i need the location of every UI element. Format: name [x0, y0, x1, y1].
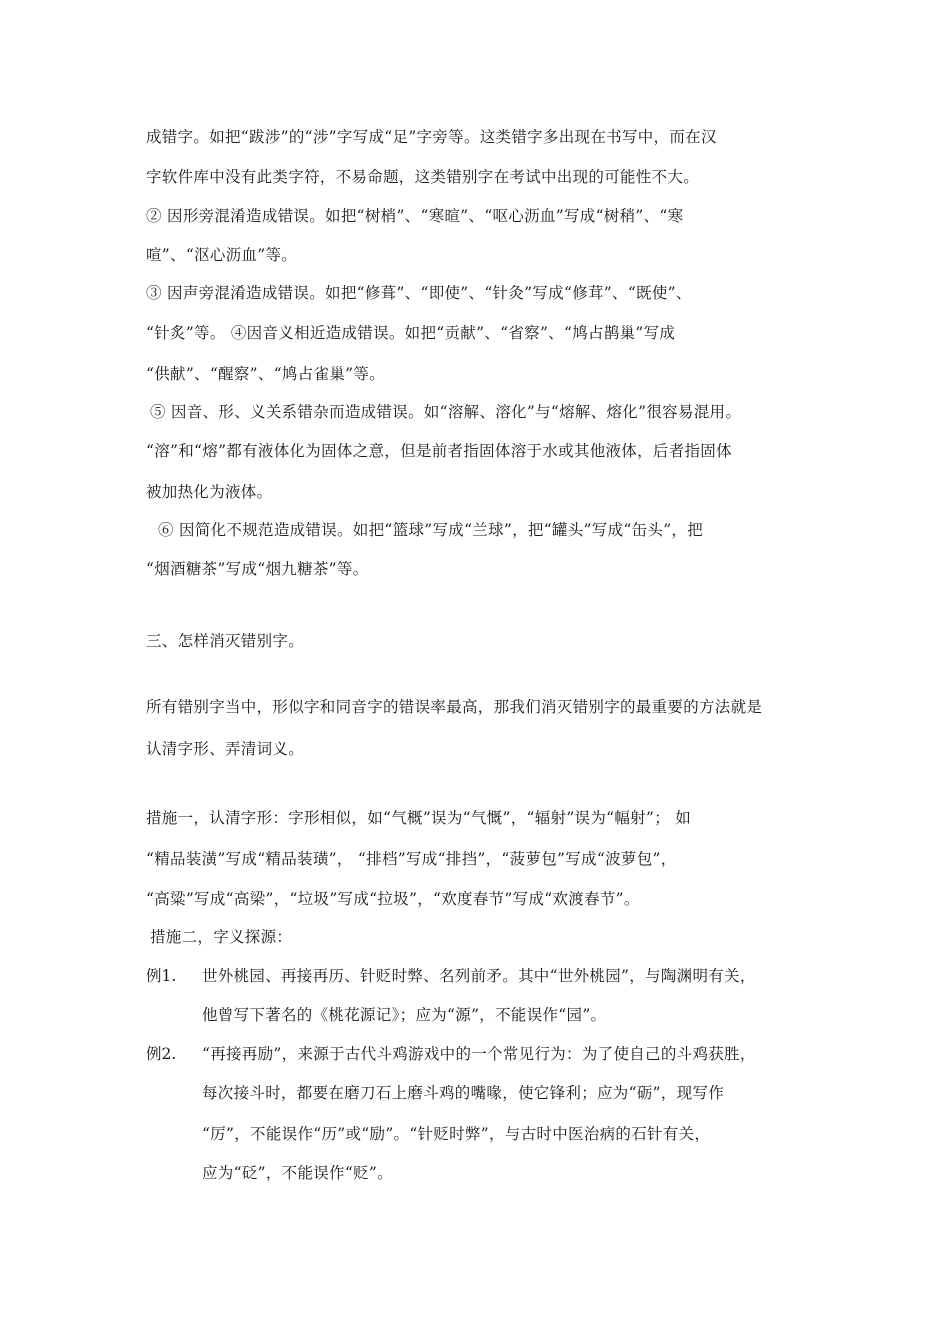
list-item-5-line: “溶”和“熔”都有液体化为固体之意，但是前者指固体溶于水或其他液体，后者指固体 [146, 442, 732, 460]
example-2-line: 每次接斗时，都要在磨刀石上磨斗鸡的嘴喙，使它锋利；应为“砺”，现写作 [202, 1084, 725, 1102]
list-item-2-line: ② 因形旁混淆造成错误。如把“树梢”、“寒暄”、“呕心沥血”写成“树稍”、“寒 [146, 207, 684, 225]
paragraph-line: 成错字。如把“跋涉”的“涉”字写成“足”字旁等。这类错字多出现在书写中，而在汉 [146, 128, 717, 146]
example-2-line: 应为“砭”，不能误作“贬”。 [202, 1164, 393, 1182]
example-2-line: “再接再励”，来源于古代斗鸡游戏中的一个常见行为：为了使自己的斗鸡获胜， [202, 1045, 756, 1063]
list-item-5-line: ⑤ 因音、形、义关系错杂而造成错误。如“溶解、溶化”与“熔解、熔化”很容易混用。 [150, 403, 742, 421]
intro-line: 所有错别字当中，形似字和同音字的错误率最高，那我们消灭错别字的最重要的方法就是 [146, 698, 763, 716]
list-item-3-line: ③ 因声旁混淆造成错误。如把“修葺”、“即使”、“针灸”写成“修茸”、“既使”、 [146, 284, 692, 302]
measure-2-title: 措施二，字义探源： [150, 928, 293, 946]
measure-1-line: “精品装潢”写成“精品装璜”， “排档”写成“排挡”，“菠萝包”写成“波萝包”， [146, 850, 677, 868]
list-item-6-line: “烟酒糖茶”写成“烟九糖茶”等。 [146, 560, 369, 578]
section-heading: 三、怎样消灭错别字。 [146, 632, 305, 650]
measure-1-line: 措施一，认清字形：字形相似，如“气概”误为“气慨”，“辐射”误为“幅射”； 如 [146, 809, 692, 827]
example-2-line: “厉”，不能误作“历”或“励”。“针贬时弊”，与古时中医治病的石针有关， [202, 1125, 711, 1143]
example-1-number: 例1. [146, 967, 177, 985]
example-2-number: 例2. [146, 1045, 177, 1063]
list-item-6-line: ⑥ 因简化不规范造成错误。如把“篮球”写成“兰球”，把“罐头”写成“缶头”，把 [158, 521, 704, 539]
list-item-3-line: “供献”、“醒察”、“鸠占雀巢”等。 [146, 365, 385, 383]
intro-line: 认清字形、弄清词义。 [146, 740, 305, 758]
example-1-line: 他曾写下著名的《桃花源记》；应为“源”，不能误作“园”。 [202, 1006, 607, 1024]
example-1-line: 世外桃园、再接再历、针贬时弊、名列前矛。其中“世外桃园”，与陶渊明有关， [202, 967, 756, 985]
list-item-5-line: 被加热化为液体。 [146, 483, 273, 501]
list-item-2-line: 喧”、“沤心沥血”等。 [146, 246, 298, 264]
paragraph-line: 字软件库中没有此类字符，不易命题，这类错别字在考试中出现的可能性不大。 [146, 168, 700, 186]
measure-1-line: “高粱”写成“高梁”，“垃圾”写成“拉圾”，“欢度春节”写成“欢渡春节”。 [146, 890, 640, 908]
list-item-3-line: “针炙”等。 ④因音义相近造成错误。如把“贡献”、“省察”、“鸠占鹊巢”写成 [146, 324, 676, 342]
